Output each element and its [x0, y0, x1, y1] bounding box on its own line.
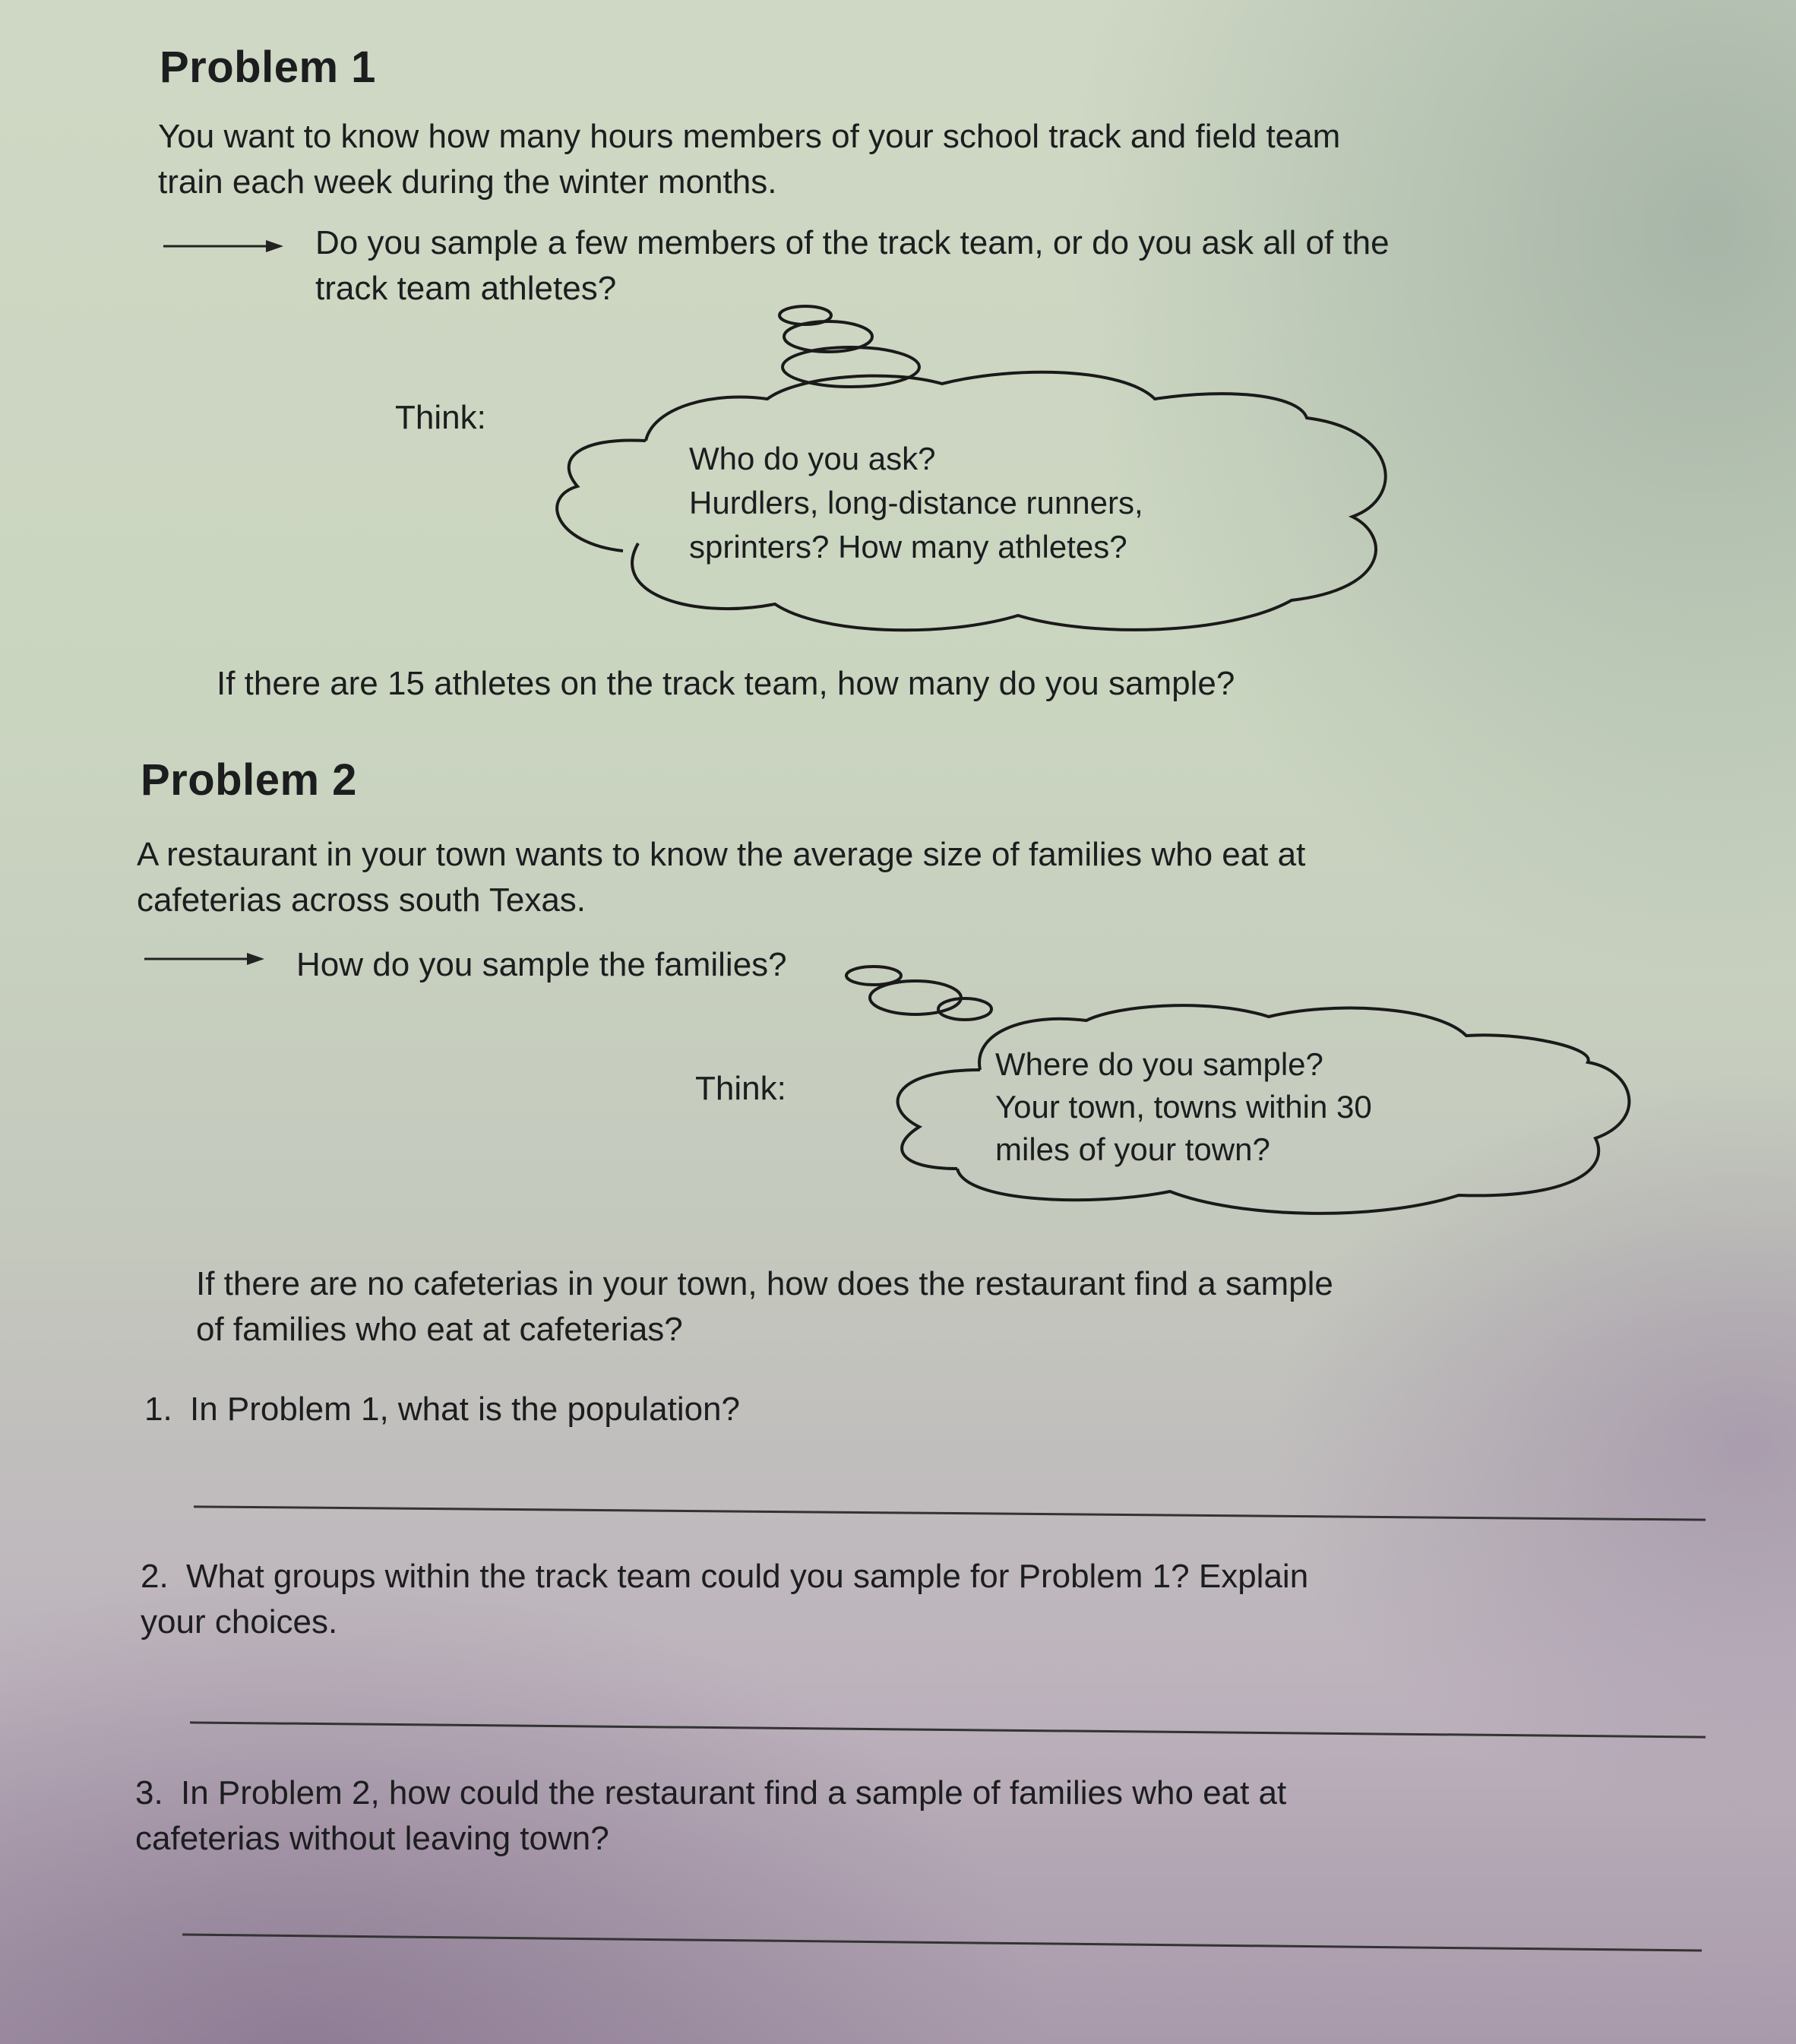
question-3-number: 3.: [135, 1774, 163, 1811]
problem-2-prompt: How do you sample the families?: [296, 946, 787, 983]
problem-2-cloud-line-2: Your town, towns within 30: [995, 1089, 1372, 1125]
problem-1-intro: You want to know how many hours members of your school track and field team train each week during the winter months.: [158, 118, 1341, 201]
right-arrow-icon: [163, 237, 285, 255]
problem-1-cloud-line-3: sprinters? How many athletes?: [689, 529, 1127, 565]
thought-cloud-icon: [547, 300, 1428, 642]
question-1-number: 1.: [144, 1391, 172, 1428]
problem-2-cloud-line-3: miles of your town?: [995, 1131, 1270, 1167]
question-2: [141, 1554, 1356, 1645]
question-3-text: In Problem 2, how could the restaurant find a sample of families who eat at cafeterias without leaving town?: [135, 1774, 1287, 1857]
problem-1-cloud-line-2: Hurdlers, long-distance runners,: [689, 485, 1143, 520]
problem-2-think-label: Think:: [695, 1070, 786, 1107]
problem-1-title: Problem 1: [160, 43, 376, 92]
right-arrow-icon: [144, 950, 266, 968]
question-1: [144, 1387, 1588, 1432]
problem-1-followup: If there are 15 athletes on the track team, how many do you sample?: [217, 665, 1235, 702]
question-2-number: 2.: [141, 1558, 169, 1595]
answer-line-3[interactable]: [182, 1934, 1702, 1952]
problem-2-followup: If there are no cafeterias in your town, how does the restaurant find a sample of families who eat at cafeterias?: [196, 1265, 1333, 1348]
problem-1-think-label: Think:: [395, 399, 486, 436]
problem-1-cloud-line-1: Who do you ask?: [689, 441, 936, 476]
problem-2-intro: A restaurant in your town wants to know the average size of families who eat at cafeterias across south Texas.: [137, 836, 1306, 919]
question-3: [135, 1770, 1351, 1862]
answer-line-1[interactable]: [194, 1505, 1706, 1520]
problem-1-prompt: Do you sample a few members of the track team, or do you ask all of the track team athletes?: [315, 224, 1390, 307]
problem-2-title: Problem 2: [141, 755, 357, 805]
problem-2-cloud-line-1: Where do you sample?: [995, 1046, 1323, 1082]
answer-line-2[interactable]: [190, 1721, 1706, 1738]
question-2-text: What groups within the track team could you sample for Problem 1? Explain your choices.: [141, 1558, 1309, 1641]
question-1-text: In Problem 1, what is the population?: [190, 1391, 741, 1428]
